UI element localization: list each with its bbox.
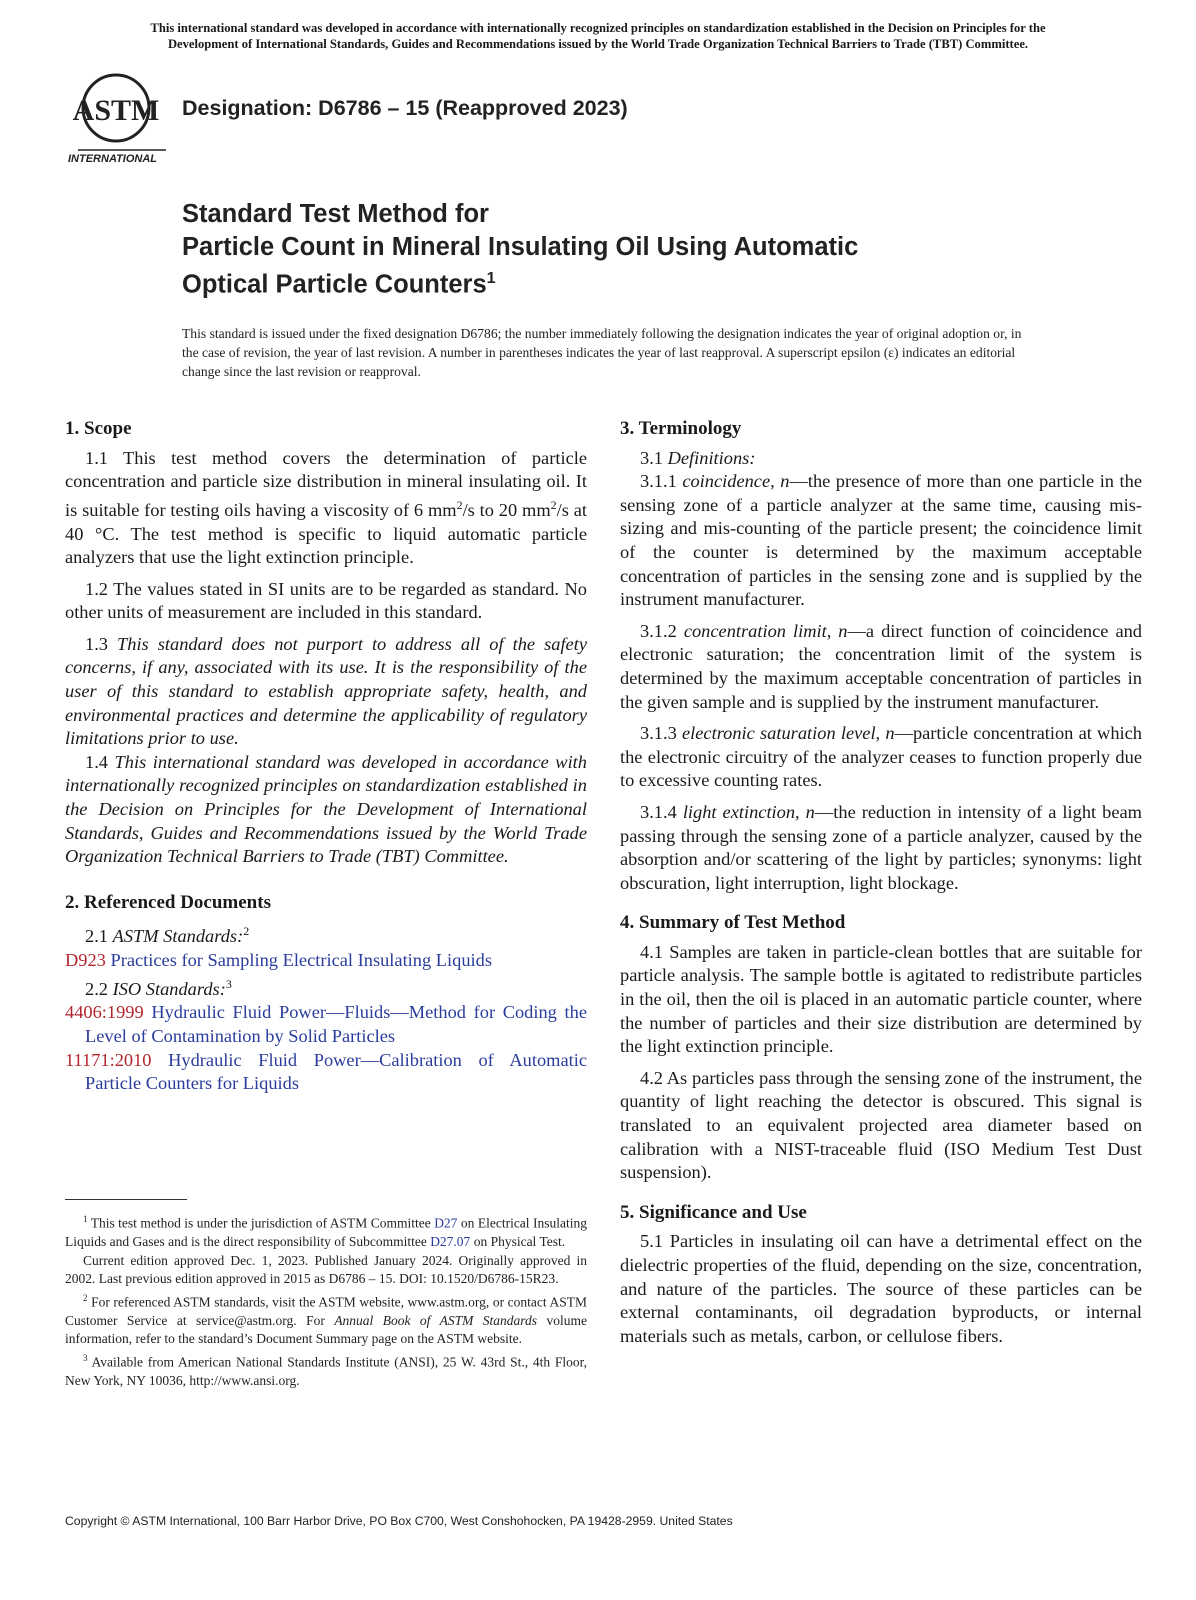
scope-para-1-1: 1.1 This test method covers the determination of particle concentration and particle size distribution in mineral insulating oil. It is suitable for testing oils having a viscosity of 6 $mm^2/s$ to 20 $mm^2/s$ at 40 °C. The test method is specific to liquid automatic particle analyzers that use the light extinction principle.	[65, 447, 587, 568]
astm-standards-label: 2.1 ASTM Standards:$^2$	[85, 924, 250, 947]
ref-iso-11171-code[interactable]: 11171:2010	[65, 1049, 152, 1070]
astm-logo-icon	[66, 70, 170, 166]
top-notice-line1: This international standard was developed in accordance with internationally recognized principles on standardization established in the Decision on Principles for the	[150, 21, 1046, 35]
title-footnote-mark: 1	[486, 270, 496, 287]
term-concentration-limit: 3.1.2 concentration limit, n—a direct function of coincidence and electronic saturation; the concentration limit of the system is determined by the maximum acceptable concentration of particles in the given sample and is supplied by the instrument manufacturer.	[620, 620, 1142, 712]
ref-iso-11171-title[interactable]: Hydraulic Fluid Power—Calibration of Automatic Particle Counters for Liquids	[85, 1049, 587, 1094]
footnote-edition: Current edition approved Dec. 1, 2023. Published January 2024. Originally approved in 2002. Last previous edition approved in 2015 as D6786 – 15. DOI: 10.1520/D6786-15R23.	[65, 1252, 587, 1286]
ref-iso-4406[interactable]	[65, 1001, 587, 1048]
right-column	[620, 417, 1142, 1356]
scope-para-1-2: 1.2 The values stated in SI units are to be regarded as standard. No other units of measurement are included in this standard.	[65, 578, 587, 623]
terminology-heading: 3. Terminology	[620, 418, 742, 439]
definitions-label: 3.1 Definitions:	[640, 447, 756, 468]
title-line3	[182, 263, 1082, 301]
term-coincidence: 3.1.1 coincidence, n—the presence of more than one particle in the sensing zone of a particle analyzer at the same time, causing mis-sizing and mis-counting of the particle present; the coincidence limit of the counter is determined by the maximum acceptable concentration of particles in the sensing zone and is supplied by the instrument manufacturer.	[620, 471, 1142, 610]
referenced-heading: 2. Referenced Documents	[65, 891, 271, 913]
footnote-2: $^2$ For referenced ASTM standards, visit the ASTM website, www.astm.org, or contact ASTM Customer Service at service@astm.org. For Annual Book of ASTM Standards volume information, refer to the standard’s Document Summary page on the ASTM website.	[65, 1292, 587, 1346]
summary-para-4-1: 4.1 Samples are taken in particle-clean bottles that are suitable for particle analysis. The sample bottle is agitated to redistribute particles in the oil, then the oil is placed in an automatic particle counter, where the number of particles and their size distribution are determined by the light extinction principle.	[620, 941, 1142, 1057]
top-notice	[58, 20, 1138, 52]
document-title	[182, 198, 1082, 301]
logo-wordmark: ASTM	[72, 94, 160, 127]
scope-para-1-4: 1.4 This international standard was developed in accordance with internationally recognized principles on standardization established in the Decision on Principles for the Development of International Standards, Guides and Recommendations issued by the World Trade Organization Technical Barriers to Trade (TBT) Committee.	[65, 751, 587, 867]
term-electronic-saturation: 3.1.3 electronic saturation level, n—particle concentration at which the electronic circuitry of the analyzer ceases to function properly due to excessive counting rates.	[620, 723, 1142, 791]
title-line2: Particle Count in Mineral Insulating Oil Using Automatic	[182, 232, 859, 261]
ref-iso-11171[interactable]	[65, 1049, 587, 1096]
ref-d923-code[interactable]: D923	[65, 950, 106, 971]
title-line1: Standard Test Method for	[182, 200, 489, 228]
astm-logo	[66, 70, 170, 166]
ref-iso-4406-title[interactable]: Hydraulic Fluid Power—Fluids—Method for Coding the Level of Contamination by Solid Particles	[85, 1002, 587, 1047]
title-line3-text: Optical Particle Counters	[182, 270, 487, 299]
iso-standards-label: 2.2 ISO Standards:$^3$	[85, 976, 232, 999]
copyright-notice: Copyright © ASTM International, 100 Barr Harbor Drive, PO Box C700, West Conshohocken, PA 19428-2959. United States	[65, 1514, 733, 1528]
summary-heading: 4. Summary of Test Method	[620, 912, 846, 934]
left-column	[65, 417, 587, 1096]
footnote-divider	[65, 1199, 187, 1200]
ref-d923[interactable]	[65, 949, 587, 973]
scope-heading: 1. Scope	[65, 418, 132, 439]
footnote-1: $^1$ This test method is under the jurisdiction of ASTM Committee D27 on Electrical Insulating Liquids and Gases and is the direct responsibility of Subcommittee D27.07 on Physical Test.	[65, 1214, 587, 1249]
ref-d923-title[interactable]: Practices for Sampling Electrical Insulating Liquids	[105, 950, 492, 971]
issue-note: This standard is issued under the fixed designation D6786; the number immediately following the designation indicates the year of original adoption or, in the case of revision, the year of last revision. A number in parentheses indicates the year of last reapproval. A superscript epsilon (ε) indicates an editorial change since the last revision or reapproval.	[182, 326, 1022, 379]
ref-iso-4406-code[interactable]: 4406:1999	[65, 1002, 144, 1023]
footnote-link-d27[interactable]: D27	[434, 1215, 458, 1231]
significance-heading: 5. Significance and Use	[620, 1201, 807, 1223]
scope-para-1-3: 1.3 This standard does not purport to address all of the safety concerns, if any, associated with its use. It is the responsibility of the user of this standard to establish appropriate safety, health, and environmental practices and determine the applicability of regulatory limitations prior to use.	[65, 633, 587, 749]
designation: Designation: D6786 – 15 (Reapproved 2023)	[182, 96, 628, 120]
footnotes	[65, 1210, 587, 1390]
footnote-3: $^3$ Available from American National Standards Institute (ANSI), 25 W. 43rd St., 4th Floor, New York, NY 10036, http://www.ansi.org.	[65, 1352, 587, 1388]
top-notice-line2: Development of International Standards, Guides and Recommendations issued by the World Trade Organization Technical Barriers to Trade (TBT) Committee.	[167, 37, 1029, 51]
logo-subtitle: INTERNATIONAL	[68, 153, 158, 165]
summary-para-4-2: 4.2 As particles pass through the sensing zone of the instrument, the quantity of light reaching the detector is obscured. This signal is translated to an equivalent projected area diameter based on calibration with a NIST-traceable fluid (ISO Medium Test Dust suspension).	[620, 1067, 1142, 1183]
footnote-link-d27-07[interactable]: D27.07	[430, 1234, 471, 1249]
significance-para-5-1: 5.1 Particles in insulating oil can have a detrimental effect on the dielectric properties of the fluid, depending on the size, concentration, and nature of the particles. The source of these particles can be external contaminants, oil degradation byproducts, or internal materials such as metals, carbon, or cellulose fibers.	[620, 1231, 1142, 1346]
term-light-extinction: 3.1.4 light extinction, n—the reduction in intensity of a light beam passing through the sensing zone of a particle analyzer, caused by the absorption and/or scattering of the light by particles; synonyms: light obscuration, light interruption, light blockage.	[620, 801, 1142, 893]
